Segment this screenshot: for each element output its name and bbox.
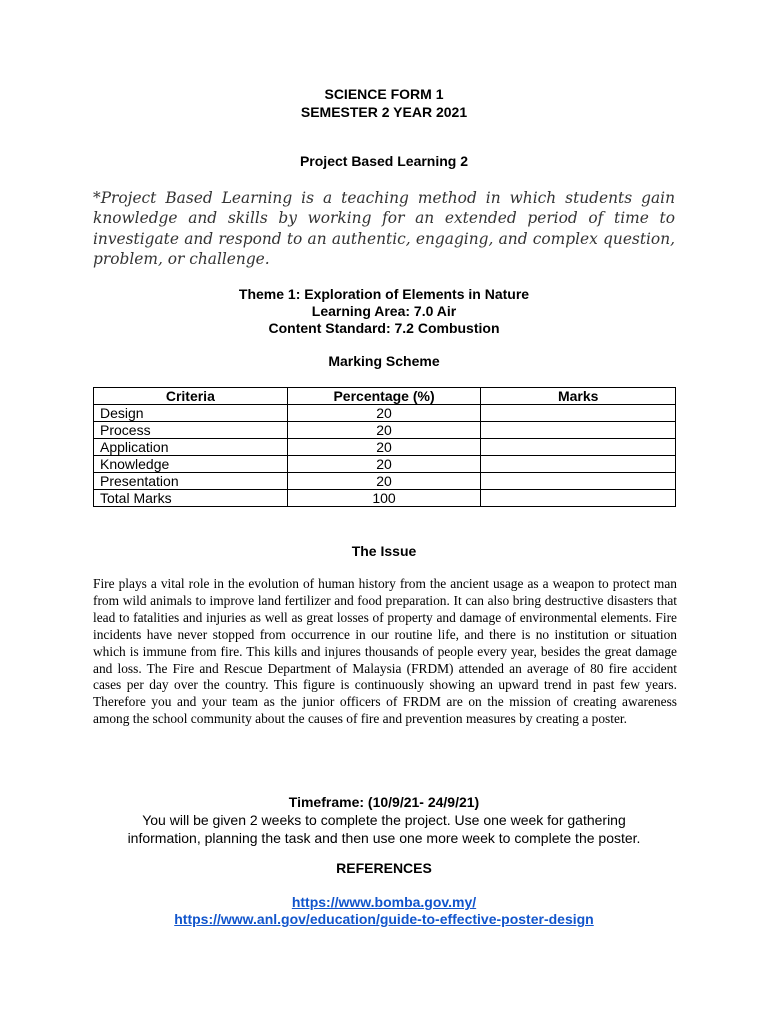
theme-title: Theme 1: Exploration of Elements in Nature (238, 286, 530, 302)
criteria-cell: Design (94, 405, 288, 422)
table-header-row (94, 388, 676, 405)
pbl-definition (93, 188, 675, 270)
column-header: Percentage (%) (287, 388, 481, 405)
percentage-cell: 20 (287, 422, 481, 439)
marks-cell (481, 405, 676, 422)
percentage-cell: 20 (287, 405, 481, 422)
pbl-definition-text: Project Based Learning is a teaching method in which students gain knowledge and skills by working for an extended period of time to investigate and respond to an authentic, engaging, and complex question, problem, or challenge. (93, 189, 675, 269)
column-header: Marks (481, 388, 676, 405)
percentage-cell: 100 (287, 490, 481, 507)
learning-area: Learning Area: 7.0 Air (311, 303, 457, 319)
doc-title: SCIENCE FORM 1 (324, 86, 444, 102)
marks-cell (481, 456, 676, 473)
marking-scheme-heading: Marking Scheme (328, 353, 440, 369)
percentage-cell: 20 (287, 439, 481, 456)
reference-link-anl[interactable]: https://www.anl.gov/education/guide-to-effective-poster-design (174, 911, 594, 927)
references-heading: REFERENCES (336, 860, 432, 876)
table-row (94, 490, 676, 507)
reference-item (0, 894, 768, 912)
criteria-cell: Knowledge (94, 456, 288, 473)
criteria-cell: Application (94, 439, 288, 456)
timeframe-description (0, 811, 768, 847)
timeframe-line: information, planning the task and then use one more week to complete the poster. (127, 830, 641, 846)
reference-link-bomba[interactable]: https://www.bomba.gov.my/ (291, 894, 477, 910)
table-row (94, 405, 676, 422)
percentage-cell: 20 (287, 473, 481, 490)
timeframe-line: You will be given 2 weeks to complete the project. Use one week for gathering (142, 812, 626, 828)
column-header: Criteria (94, 388, 288, 405)
table-row (94, 422, 676, 439)
issue-paragraph: Fire plays a vital role in the evolution of human history from the ancient usage as a weapon to protect man from wild animals to improve land fertilizer and food preparation. It can also bring destructive disasters that lead to fatalities and injuries as well as great losses of property and damage of environmental elements. Fire incidents have never stopped from occurrence in our routine life, and there is no institution or situation which is immune from fire. This kills and injures thousands of people every year, besides the great damage and loss. The Fire and Rescue Department of Malaysia (FRDM) attended an average of 80 fire accident cases per day over the country. This figure is continuously showing an upward trend in past few years. Therefore you and your team as the junior officers of FRDM are on the mission of creating awareness among the school community about the causes of fire and prevention measures by creating a poster. (93, 576, 677, 727)
criteria-cell: Presentation (94, 473, 288, 490)
marks-cell (481, 422, 676, 439)
doc-subtitle: Project Based Learning 2 (299, 153, 469, 169)
doc-semester: SEMESTER 2 YEAR 2021 (300, 104, 468, 120)
percentage-cell: 20 (287, 456, 481, 473)
timeframe-heading: Timeframe: (10/9/21- 24/9/21) (288, 794, 480, 810)
table-row (94, 439, 676, 456)
criteria-cell: Total Marks (94, 490, 288, 507)
theme-block (0, 286, 768, 337)
reference-item (0, 911, 768, 929)
marking-scheme-table (93, 387, 676, 507)
table-row (94, 473, 676, 490)
marks-cell (481, 490, 676, 507)
table-row (94, 456, 676, 473)
marks-cell (481, 439, 676, 456)
issue-heading: The Issue (351, 543, 417, 559)
asterisk: * (93, 189, 101, 207)
criteria-cell: Process (94, 422, 288, 439)
marks-cell (481, 473, 676, 490)
content-standard: Content Standard: 7.2 Combustion (268, 320, 500, 336)
